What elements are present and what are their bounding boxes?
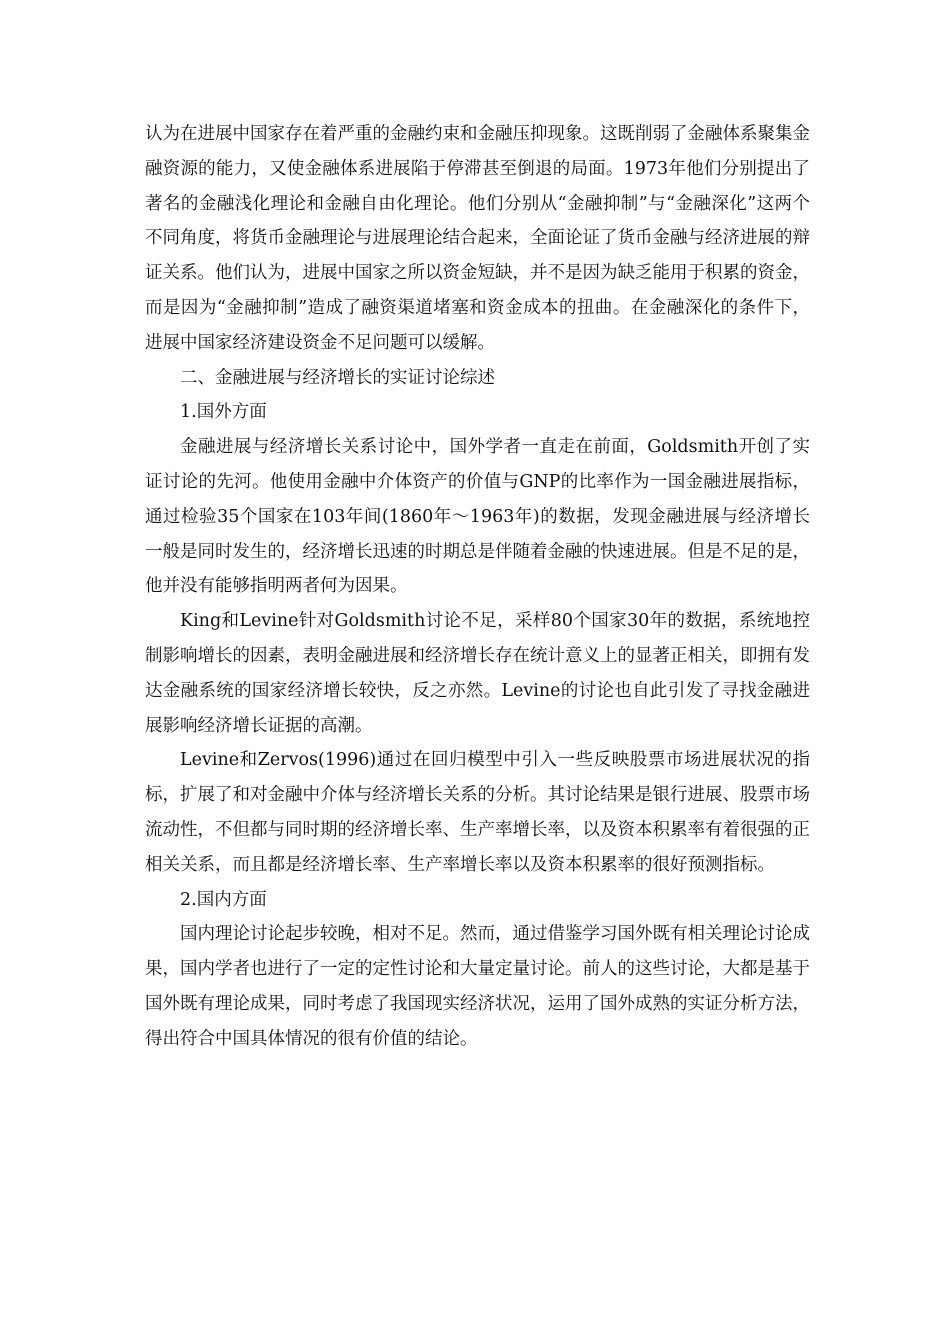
subsection-heading-domestic: 2.国内方面: [180, 889, 267, 910]
subsection-heading-foreign: 1.国外方面: [180, 402, 267, 423]
document-page: [145, 117, 810, 1057]
paragraph-king-levine: King和Levine针对Goldsmith讨论不足，采样80个国家30年的数据，系统地控制影响增长的因素，表明金融进展和经济增长存在统计意义上的显著正相关，即拥有发达金融系统的国家经济增长较快，反之亦然。Levine的讨论也自此引发了寻找金融进展影响经济增长证据的高潮。: [145, 611, 810, 736]
paragraph-continuation: 认为在进展中国家存在着严重的金融约束和金融压抑现象。这既削弱了金融体系聚集金融资源的能力，又使金融体系进展陷于停滞甚至倒退的局面。1973年他们分别提出了著名的金融浅化理论和金融自由化理论。他们分别从“金融抑制”与“金融深化”这两个不同角度，将货币金融理论与进展理论结合起来，全面论证了货币金融与经济进展的辩证关系。他们认为，进展中国家之所以资金短缺，并不是因为缺乏能用于积累的资金，而是因为“金融抑制”造成了融资渠道堵塞和资金成本的扭曲。在金融深化的条件下，进展中国家经济建设资金不足问题可以缓解。: [145, 124, 810, 353]
paragraph-levine-zervos: Levine和Zervos(1996)通过在回归模型中引入一些反映股票市场进展状况的指标，扩展了和对金融中介体与经济增长关系的分析。其讨论结果是银行进展、股票市场流动性，不但都与同时期的经济增长率、生产率增长率，以及资本积累率有着很强的正相关关系，而且都是经济增长率、生产率增长率以及资本积累率的很好预测指标。: [145, 750, 810, 875]
section-heading-empirical-review: 二、金融进展与经济增长的实证讨论综述: [180, 367, 495, 388]
paragraph-goldsmith: 金融进展与经济增长关系讨论中，国外学者一直走在前面，Goldsmith开创了实证讨论的先河。他使用金融中介体资产的价值与GNP的比率作为一国金融进展指标，通过检验35个国家在103年间(1860年～1963年)的数据，发现金融进展与经济增长一般是同时发生的，经济增长迅速的时期总是伴随着金融的快速进展。但是不足的是，他并没有能够指明两者何为因果。: [145, 437, 810, 597]
paragraph-domestic-research: 国内理论讨论起步较晚，相对不足。然而，通过借鉴学习国外既有相关理论讨论成果，国内学者也进行了一定的定性讨论和大量定量讨论。前人的这些讨论，大都是基于国外既有理论成果，同时考虑了我国现实经济状况，运用了国外成熟的实证分析方法，得出符合中国具体情况的很有价值的结论。: [145, 924, 810, 1049]
